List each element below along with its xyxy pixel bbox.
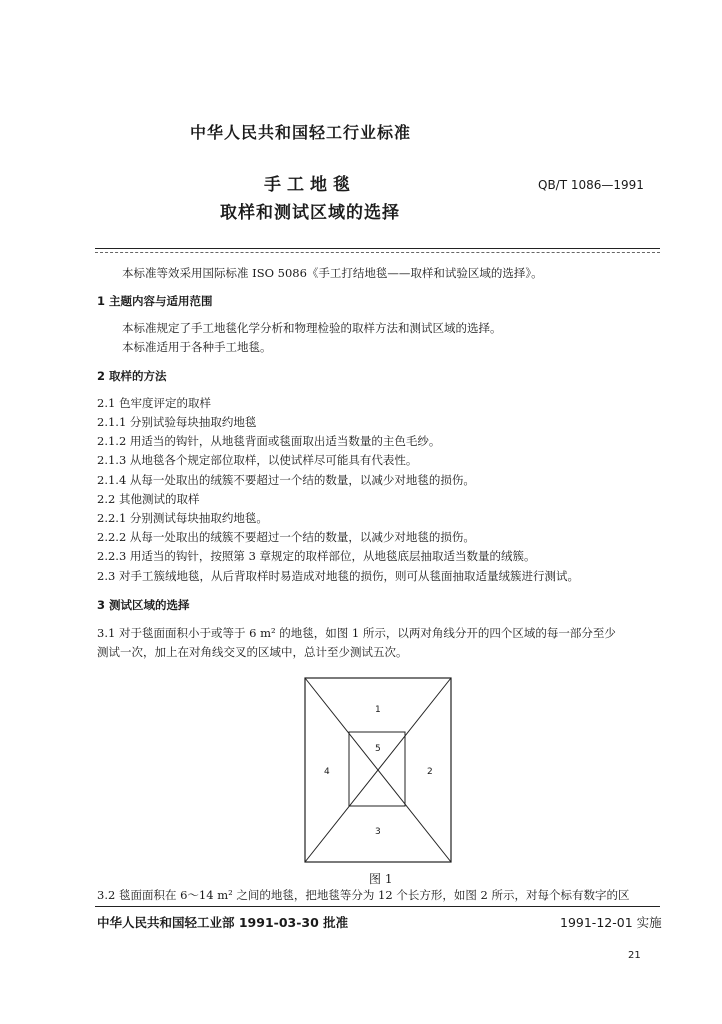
effective-date: 1991-12-01 实施 — [560, 915, 662, 930]
header-rule — [95, 248, 660, 249]
section-2-item: 2.2.2 从每一处取出的绒簇不要超过一个结的数量，以减少对地毯的损伤。 — [97, 530, 475, 544]
document-title: 手工地毯 — [264, 175, 356, 195]
section-2-item: 2.1.3 从地毯各个规定部位取样，以使试样尽可能具有代表性。 — [97, 453, 418, 467]
section-2-item: 2.2.3 用适当的钩针，按照第 3 章规定的取样部位，从地毯底层抽取适当数量的绒簇。 — [97, 549, 536, 563]
intro-paragraph: 本标准等效采用国际标准 ISO 5086《手工打结地毯——取样和试验区域的选择》。 — [122, 266, 543, 280]
section-2-item: 2.3 对手工簇绒地毯，从后背取样时易造成对地毯的损伤，则可从毯面抽取适量绒簇进行测试。 — [97, 569, 579, 583]
section-1-heading: 1 主题内容与适用范围 — [97, 294, 213, 308]
section-1-paragraph-2: 本标准适用于各种手工地毯。 — [122, 340, 272, 354]
zone-label-4: 4 — [324, 767, 330, 777]
organization-title: 中华人民共和国轻工行业标准 — [190, 123, 412, 142]
zone-label-1: 1 — [375, 705, 381, 715]
section-3-heading: 3 测试区域的选择 — [97, 598, 190, 612]
header-rule-dashed — [95, 252, 660, 253]
figure-caption: 图 1 — [369, 872, 393, 886]
page-number: 21 — [628, 950, 641, 961]
footer-rule — [95, 906, 660, 907]
section-2-item: 2.1.4 从每一处取出的绒簇不要超过一个结的数量，以减少对地毯的损伤。 — [97, 473, 475, 487]
section-2-item: 2.2 其他测试的取样 — [97, 492, 200, 506]
zone-label-3: 3 — [375, 827, 381, 837]
zone-label-2: 2 — [427, 767, 433, 777]
zone-label-5: 5 — [375, 744, 381, 754]
section-2-heading: 2 取样的方法 — [97, 369, 167, 383]
section-2-item: 2.1.2 用适当的钩针，从地毯背面或毯面取出适当数量的主色毛纱。 — [97, 434, 441, 448]
approval-line: 中华人民共和国轻工业部 1991-03-30 批准 — [97, 915, 349, 930]
section-2-item: 2.1 色牢度评定的取样 — [97, 396, 211, 410]
figure-1-diagram — [304, 677, 452, 863]
section-1-paragraph-1: 本标准规定了手工地毯化学分析和物理检验的取样方法和测试区域的选择。 — [122, 321, 502, 335]
section-3-2-line-1: 3.2 毯面面积在 6～14 m² 之间的地毯，把地毯等分为 12 个长方形，如图 2 所示，对每个标有数字的区 — [97, 888, 630, 902]
standard-code: QB/T 1086—1991 — [538, 178, 644, 192]
document-subtitle: 取样和测试区域的选择 — [220, 203, 400, 223]
section-2-item: 2.2.1 分别测试每块抽取约地毯。 — [97, 511, 268, 525]
section-3-1-line-1: 3.1 对于毯面面积小于或等于 6 m² 的地毯，如图 1 所示，以两对角线分开的四个区域的每一部分至少 — [97, 626, 616, 640]
section-3-1-line-2: 测试一次，加上在对角线交叉的区域中，总计至少测试五次。 — [97, 645, 408, 659]
section-2-item: 2.1.1 分别试验每块抽取约地毯 — [97, 415, 257, 429]
